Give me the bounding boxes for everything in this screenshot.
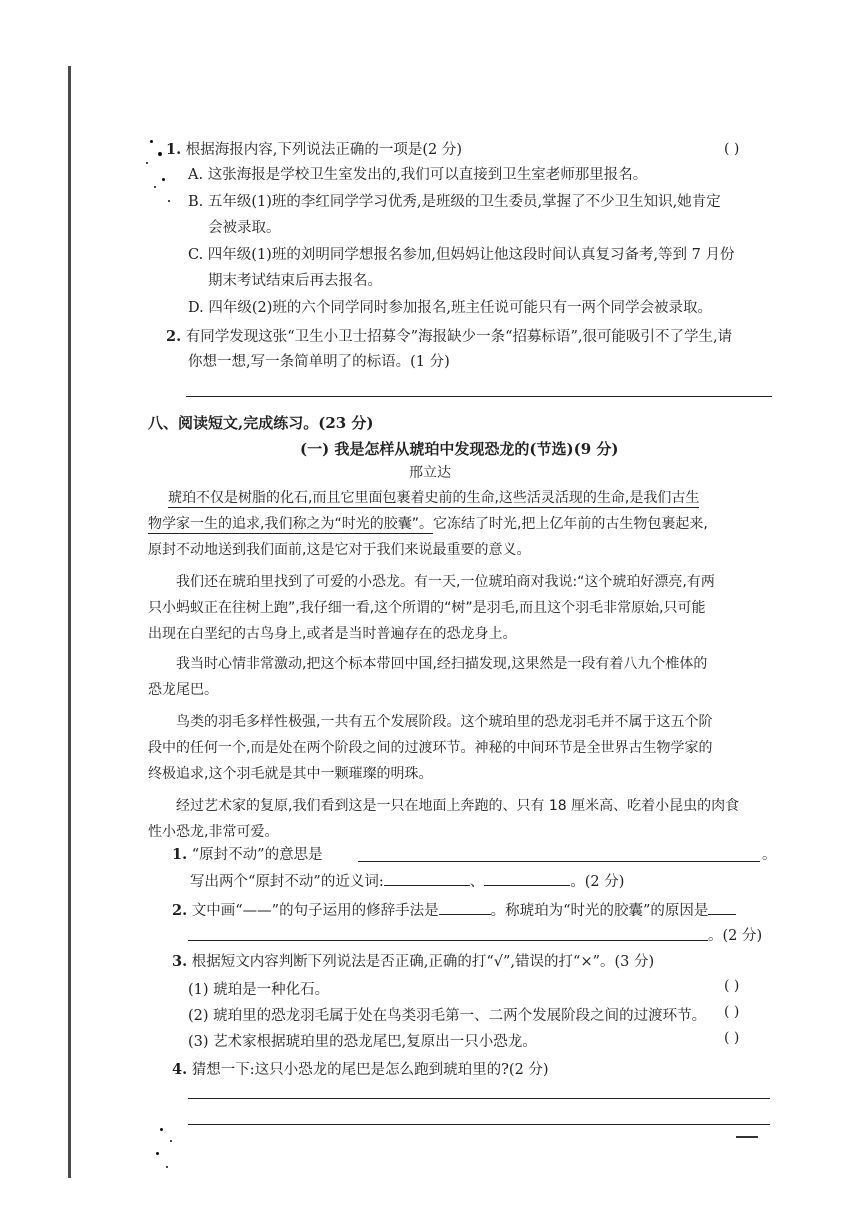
judge-paren-3[interactable]: ( ) [724,1030,740,1046]
rhetoric-blank[interactable] [439,900,491,915]
answer-paren[interactable]: ( ) [724,141,740,157]
scan-speck [146,162,148,164]
p2-line1: 我们还在琥珀里找到了可爱的小恐龙。有一天,一位琥珀商对我说:“这个琥珀好漂亮,有两 [176,574,715,590]
judge-item-2: (2) 琥珀里的恐龙羽毛属于处在鸟类羽毛第一、二两个发展阶段之间的过渡环节。 [188,1008,707,1024]
scan-speck [162,178,165,181]
p4-line2: 段中的任何一个,而是处在两个阶段之间的过渡环节。神秘的中间环节是全世界古生物学家的 [148,740,713,756]
answer-line-1[interactable] [188,1098,770,1099]
scan-speck [168,200,170,202]
q8-2-line2: 。(2 分) [708,928,763,944]
q8-2 [172,900,736,921]
scan-speck [154,186,156,188]
judge-paren-1[interactable]: ( ) [724,978,740,994]
q7-1 [166,140,462,160]
reason-blank-start[interactable] [708,900,736,915]
q7-2-number: 2. [166,328,182,345]
option-a: A. 这张海报是学校卫生室发出的,我们可以直接到卫生室老师那里报名。 [188,167,648,183]
scan-speck [156,1152,159,1155]
p2-line3: 出现在白垩纪的古鸟身上,或者是当时普遍存在的恐龙身上。 [148,626,517,642]
q8-2-text-a: 文中画“——”的句子运用的修辞手法是 [191,903,439,919]
q8-4-text: 猜想一下:这只小恐龙的尾巴是怎么跑到琥珀里的?(2 分) [191,1062,549,1078]
underlined-sentence: 琥珀不仅是树脂的化石,而且它里面包裹着史前的生命,这些活灵活现的生命,是我们古生 [168,490,700,506]
section-8-heading: 八、阅读短文,完成练习。(23 分) [148,414,374,432]
q8-4-number: 4. [172,1061,188,1078]
option-c-line2: 期末考试结束后再去报名。 [208,273,382,289]
q7-1-stem: 根据海报内容,下列说法正确的一项是(2 分) [185,142,463,158]
answer-blank-meaning[interactable] [358,861,760,862]
q8-2-number: 2. [172,902,188,919]
answer-line-2[interactable] [188,1124,770,1125]
option-b-line2: 会被录取。 [208,220,281,236]
option-c-line1: C. 四年级(1)班的刘明同学想报名参加,但妈妈让他这段时间认真复习备考,等到 7 月份 [188,247,735,263]
p3-line2: 恐龙尾巴。 [148,682,218,698]
p4-line1: 鸟类的羽毛多样性极强,一共有五个发展阶段。这个琥珀里的恐龙羽毛并不属于这五个阶 [176,714,713,730]
q8-3-text: 根据短文内容判断下列说法是否正确,正确的打“√”,错误的打“×”。(3 分) [191,954,655,970]
p1-line2 [148,514,708,534]
p2-line2: 只小蚂蚁正在往树上跑”,我仔细一看,这个所谓的“树”是羽毛,而且这个羽毛非常原始,只可能 [148,600,706,616]
judge-item-3: (3) 艺术家根据琥珀里的恐龙尾巴,复原出一只小恐龙。 [188,1034,537,1050]
synonym-blank-2[interactable] [484,871,570,886]
q7-1-number: 1. [166,141,182,158]
q8-1-sep: 、 [469,874,485,890]
p4-line3: 终极追求,这个羽毛就是其中一颗璀璨的明珠。 [148,766,433,782]
q8-1-number: 1. [172,846,188,863]
underlined-sentence-end: 物学家一生的追求,我们称之为“时光的胶囊”。 [148,516,433,532]
q8-1 [172,845,323,865]
p1-line3: 原封不动地送到我们面前,这是它对于我们来说最重要的意义。 [148,542,531,558]
author: 邢立达 [409,465,451,481]
p5-line1: 经过艺术家的复原,我们看到这是一只在地面上奔跑的、只有 18 厘米高、吃着小昆虫的肉食 [176,798,740,814]
synonym-blank-1[interactable] [384,871,470,886]
passage-title: (一) 我是怎样从琥珀中发现恐龙的(节选)(9 分) [300,440,619,458]
page-number-mark [736,1136,758,1138]
p1-line2-rest: 它冻结了时光,把上亿年前的古生物包裹起来, [432,516,708,532]
scan-speck [150,140,153,143]
reason-answer-line[interactable] [188,940,708,941]
q8-1-score: 。(2 分) [570,874,625,890]
q7-2-line1 [166,327,732,347]
option-d: D. 四年级(2)班的六个同学同时参加报名,班主任说可能只有一两个同学会被录取。 [188,300,712,316]
p3-line1: 我当时心情非常激动,把这个标本带回中国,经扫描发现,这果然是一段有着八九个椎体的 [176,656,708,672]
scan-speck [166,1166,168,1168]
scan-speck [170,1140,172,1142]
binding-line [68,66,71,1178]
scan-speck [158,152,162,156]
p5-line2: 性小恐龙,非常可爱。 [148,824,279,840]
judge-item-1: (1) 琥珀是一种化石。 [188,982,330,998]
option-b-line1: B. 五年级(1)班的李红同学学习优秀,是班级的卫生委员,掌握了不少卫生知识,她肯定 [188,194,721,210]
q8-1-synonym-prompt: 写出两个“原封不动”的近义词: [190,874,384,890]
scan-speck [160,1128,163,1131]
q7-2-line2: 你想一想,写一条简单明了的标语。(1 分) [188,354,450,370]
answer-line[interactable] [186,396,772,397]
q8-3-number: 3. [172,953,188,970]
q8-1-line2 [190,871,624,892]
p1-line1 [168,488,699,508]
q8-3 [172,952,654,972]
q8-1-text: “原封不动”的意思是 [191,847,323,863]
q7-2-text: 有同学发现这张“卫生小卫士招募令”海报缺少一条“招募标语”,很可能吸引不了学生,请 [185,329,733,345]
q8-1-end: 。 [762,847,777,863]
q8-2-text-b: 。称琥珀为“时光的胶囊”的原因是 [490,903,709,919]
q8-4 [172,1060,549,1080]
judge-paren-2[interactable]: ( ) [724,1004,740,1020]
